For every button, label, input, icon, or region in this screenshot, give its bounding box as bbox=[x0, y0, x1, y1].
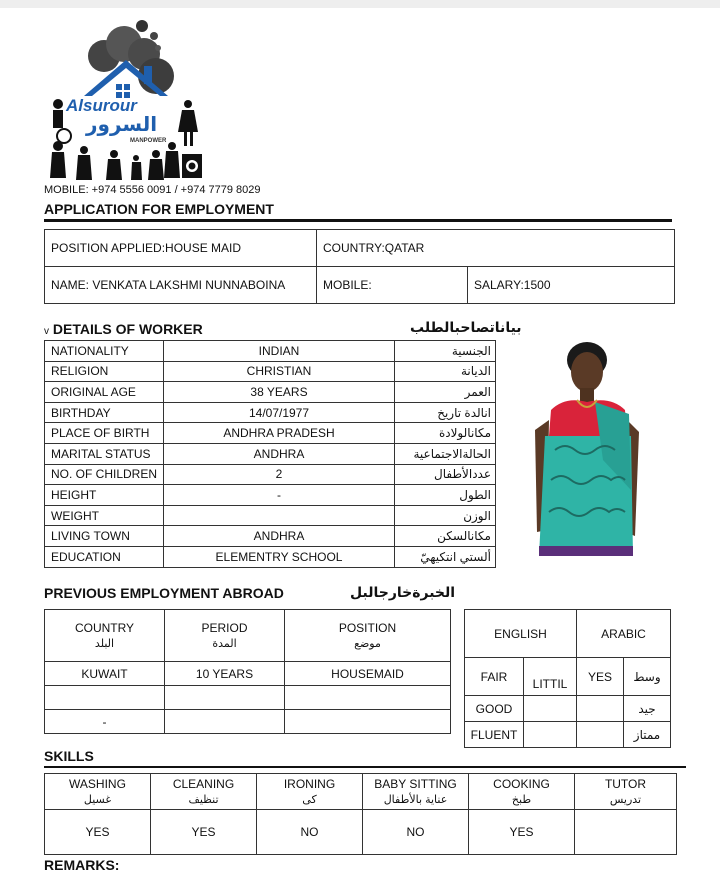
details-table bbox=[44, 340, 496, 568]
detail-label-ar: الحالةالاجتماعية bbox=[395, 443, 496, 464]
detail-label-ar: انالدة تاريخ bbox=[395, 402, 496, 423]
emp-cell: 10 YEARS bbox=[165, 662, 285, 686]
name-cell: NAME: VENKATA LAKSHMI NUNNABOINA bbox=[45, 267, 317, 304]
emp-cell bbox=[165, 710, 285, 734]
details-row bbox=[45, 382, 496, 403]
lang-row bbox=[465, 722, 671, 748]
details-row bbox=[45, 464, 496, 485]
country-cell: COUNTRY:QATAR bbox=[317, 230, 675, 267]
detail-label-ar: عددالأطفال bbox=[395, 464, 496, 485]
skill-value: NO bbox=[257, 810, 363, 855]
company-logo bbox=[44, 18, 214, 183]
detail-value: INDIAN bbox=[164, 341, 395, 362]
detail-label-ar: الديانة bbox=[395, 361, 496, 382]
detail-value bbox=[164, 505, 395, 526]
emp-row bbox=[45, 710, 451, 734]
lang-level-ar: ممتاز bbox=[624, 722, 671, 748]
prev-employment-title: PREVIOUS EMPLOYMENT ABROAD bbox=[44, 585, 284, 601]
logo-brand-ar: السرور bbox=[86, 114, 158, 136]
emp-cell bbox=[285, 710, 451, 734]
detail-label: RELIGION bbox=[45, 361, 164, 382]
emp-cell: KUWAIT bbox=[45, 662, 165, 686]
skills-title: SKILLS bbox=[44, 748, 94, 764]
detail-label: EDUCATION bbox=[45, 546, 164, 567]
details-row bbox=[45, 341, 496, 362]
lang-level: FAIR bbox=[465, 658, 524, 696]
details-row bbox=[45, 505, 496, 526]
emp-row bbox=[45, 686, 451, 710]
salary-cell: SALARY:1500 bbox=[468, 267, 675, 304]
lang-arabic-value: YES bbox=[577, 658, 624, 696]
detail-label: NO. OF CHILDREN bbox=[45, 464, 164, 485]
skill-header: COOKING طبخ bbox=[469, 774, 575, 810]
detail-label-ar: العمر bbox=[395, 382, 496, 403]
detail-value: ANDHRA bbox=[164, 443, 395, 464]
emp-cell bbox=[165, 686, 285, 710]
detail-value: - bbox=[164, 485, 395, 506]
worker-photo bbox=[525, 340, 645, 556]
lang-level: GOOD bbox=[465, 696, 524, 722]
detail-label-ar: الجنسية bbox=[395, 341, 496, 362]
skill-value bbox=[575, 810, 677, 855]
details-row bbox=[45, 361, 496, 382]
remarks-label: REMARKS: bbox=[44, 857, 120, 873]
detail-value: ANDHRA bbox=[164, 526, 395, 547]
details-row bbox=[45, 526, 496, 547]
mobile-line: MOBILE: +974 5556 0091 / +974 7779 8029 bbox=[44, 184, 261, 196]
lang-arabic-value bbox=[577, 696, 624, 722]
detail-label: HEIGHT bbox=[45, 485, 164, 506]
lang-header-arabic: ARABIC bbox=[577, 610, 671, 658]
languages-table bbox=[464, 609, 671, 748]
details-title: DETAILS OF WORKER bbox=[52, 321, 203, 337]
skill-value: YES bbox=[469, 810, 575, 855]
detail-label: BIRTHDAY bbox=[45, 402, 164, 423]
lang-level-ar: جيد bbox=[624, 696, 671, 722]
detail-label-ar: الطول bbox=[395, 485, 496, 506]
skill-header: WASHING غسيل bbox=[45, 774, 151, 810]
detail-value: ANDHRA PRADESH bbox=[164, 423, 395, 444]
skill-header: CLEANING تنظيف bbox=[151, 774, 257, 810]
emp-header-position: POSITION موضع bbox=[285, 610, 451, 662]
position-cell: POSITION APPLIED:HOUSE MAID bbox=[45, 230, 317, 267]
skills-table bbox=[44, 773, 677, 855]
page-title: APPLICATION FOR EMPLOYMENT bbox=[44, 201, 274, 217]
detail-label-ar: مكانالسكن bbox=[395, 526, 496, 547]
emp-cell bbox=[285, 686, 451, 710]
mobile-cell: MOBILE: bbox=[317, 267, 468, 304]
prev-employment-title-ar: الخبرةخارجالبل bbox=[350, 584, 456, 600]
detail-label: PLACE OF BIRTH bbox=[45, 423, 164, 444]
detail-label-ar: الوزن bbox=[395, 505, 496, 526]
detail-label-ar: ألستي انتكيهيّ bbox=[395, 546, 496, 567]
detail-label: NATIONALITY bbox=[45, 341, 164, 362]
lang-header-english: ENGLISH bbox=[465, 610, 577, 658]
prev-employment-table bbox=[44, 609, 451, 734]
detail-value: 38 YEARS bbox=[164, 382, 395, 403]
lang-english-value bbox=[524, 696, 577, 722]
lang-arabic-value bbox=[577, 722, 624, 748]
lang-row bbox=[465, 696, 671, 722]
detail-label: WEIGHT bbox=[45, 505, 164, 526]
detail-value: ELEMENTRY SCHOOL bbox=[164, 546, 395, 567]
lang-english-value: LITTIL bbox=[524, 658, 577, 696]
skills-values-row bbox=[45, 810, 677, 855]
details-heading bbox=[44, 321, 203, 337]
skill-header: TUTOR تدريس bbox=[575, 774, 677, 810]
emp-cell: HOUSEMAID bbox=[285, 662, 451, 686]
details-row bbox=[45, 402, 496, 423]
detail-value: CHRISTIAN bbox=[164, 361, 395, 382]
detail-value: 14/07/1977 bbox=[164, 402, 395, 423]
details-row bbox=[45, 485, 496, 506]
details-row bbox=[45, 546, 496, 567]
lang-english-value bbox=[524, 722, 577, 748]
skill-header: BABY SITTING عناية بالأطفال bbox=[363, 774, 469, 810]
skill-value: YES bbox=[151, 810, 257, 855]
logo-brand-en: Alsurour bbox=[66, 96, 137, 115]
detail-label: LIVING TOWN bbox=[45, 526, 164, 547]
detail-value: 2 bbox=[164, 464, 395, 485]
emp-header-country: COUNTRY البلد bbox=[45, 610, 165, 662]
skills-divider bbox=[44, 766, 686, 768]
emp-cell bbox=[45, 686, 165, 710]
emp-header-period: PERIOD المدة bbox=[165, 610, 285, 662]
lang-row bbox=[465, 658, 671, 696]
skill-header: IRONING كى bbox=[257, 774, 363, 810]
title-divider bbox=[44, 219, 672, 222]
skill-value: NO bbox=[363, 810, 469, 855]
detail-label: MARITAL STATUS bbox=[45, 443, 164, 464]
details-row bbox=[45, 423, 496, 444]
emp-cell: - bbox=[45, 710, 165, 734]
details-row bbox=[45, 443, 496, 464]
lang-level-ar: وسط bbox=[624, 658, 671, 696]
details-prefix: v bbox=[44, 326, 49, 337]
details-title-ar: بياناتصاحبالطلب bbox=[410, 319, 522, 335]
position-table bbox=[44, 229, 675, 304]
detail-label: ORIGINAL AGE bbox=[45, 382, 164, 403]
worker-photo-graphic bbox=[525, 340, 645, 556]
detail-label-ar: مكانالولادة bbox=[395, 423, 496, 444]
emp-row bbox=[45, 662, 451, 686]
logo-subtitle: MANPOWER bbox=[130, 138, 167, 144]
lang-level: FLUENT bbox=[465, 722, 524, 748]
skill-value: YES bbox=[45, 810, 151, 855]
top-bar bbox=[0, 0, 720, 8]
